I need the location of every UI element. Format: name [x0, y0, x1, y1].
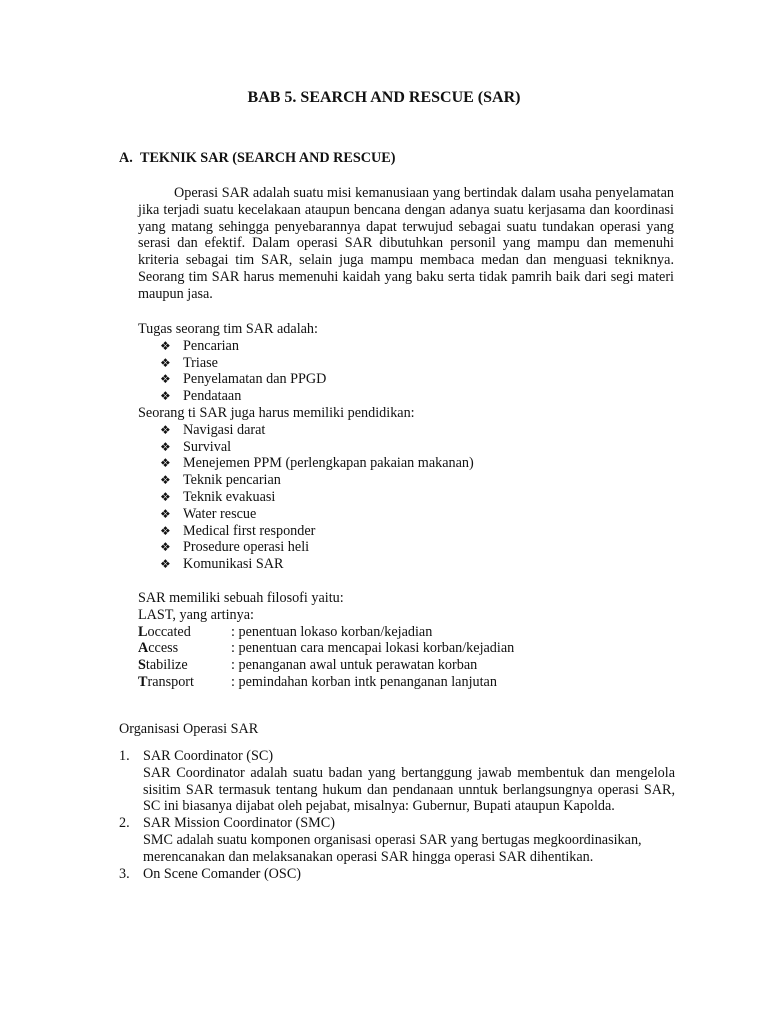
list-item: ❖ Pendataan — [160, 388, 242, 405]
table-row — [138, 640, 514, 657]
list-number: 3. — [119, 865, 130, 882]
list-item: ❖ Navigasi darat — [160, 421, 266, 438]
bullet-diamond-icon: ❖ — [160, 506, 171, 521]
last-meaning: : pemindahan korban intk penanganan lanjutan — [231, 673, 497, 690]
list-item: ❖ Medical first responder — [160, 522, 316, 539]
last-term: Access — [138, 640, 179, 657]
section-letter: A. — [119, 150, 133, 166]
org-item-title: SAR Mission Coordinator (SMC) — [143, 815, 335, 832]
list-item — [119, 866, 675, 883]
list-number: 1. — [119, 748, 130, 764]
list-item: ❖ Prosedure operasi heli — [160, 539, 310, 556]
tasks-block — [138, 321, 678, 573]
intro-paragraph: Operasi SAR adalah suatu misi kemanusiaan yang bertindak dalam usaha penyelamatan jika terjadi suatu kecelakaan ataupun bencana dengan adanya suatu kerjasama dan koordinasi yang matang sehingga penyebarannya dapat terwujud sebagai suatu tundakan operasi yang serasi dan efektif. Dalam operasi SAR dibutuhkan personil yang mampu dan memenuhi kriteria sebagai tim SAR, selain juga mampu membaca medan dan menguasi tekniknya. Seorang tim SAR harus memenuhi kaidah yang baku serta tidak pamrih baik dari segi materi maupun jasa. — [138, 185, 674, 302]
bullet-diamond-icon: ❖ — [160, 439, 171, 454]
list-item: ❖ Water rescue — [160, 505, 257, 522]
last-meaning: : penentuan cara mencapai lokasi korban/kejadian — [231, 640, 515, 657]
org-item-desc: SAR Coordinator adalah suatu badan yang bertanggung jawab membentuk dan mengelola sisitim SAR termasuk tentang hukum dan pendanaan unntuk berlangsungnya operasi SAR, SC ini biasanya dijabat oleh pejabat, misalnya: Gubernur, Bupati ataupun Kapolda. — [143, 764, 675, 815]
list-item: ❖ Teknik evakuasi — [160, 488, 276, 505]
list-item: ❖ Penyelamatan dan PPGD — [160, 371, 327, 388]
last-table — [138, 624, 514, 691]
org-list — [119, 748, 675, 882]
bullet-diamond-icon: ❖ — [160, 422, 171, 437]
last-term: Loccated — [138, 623, 191, 640]
section-heading — [119, 150, 395, 167]
bullet-diamond-icon: ❖ — [160, 473, 171, 488]
org-item-title: SAR Coordinator (SC) — [143, 748, 274, 764]
list-item: ❖ Survival — [160, 438, 232, 455]
bullet-diamond-icon: ❖ — [160, 557, 171, 572]
list-item: ❖ Komunikasi SAR — [160, 556, 284, 573]
bullet-diamond-icon: ❖ — [160, 456, 171, 471]
list-item: ❖ Teknik pencarian — [160, 472, 281, 489]
org-item-title: On Scene Comander (OSC) — [143, 865, 302, 882]
org-heading: Organisasi Operasi SAR — [119, 721, 259, 737]
list-item — [119, 815, 675, 865]
list-item — [119, 748, 675, 815]
last-term: Transport — [138, 673, 194, 690]
philosophy-intro: SAR memiliki sebuah filosofi yaitu: — [138, 590, 344, 606]
last-meaning: : penentuan lokaso korban/kejadian — [231, 623, 433, 640]
last-intro: LAST, yang artinya: — [138, 606, 254, 623]
education-intro: Seorang ti SAR juga harus memiliki pendidikan: — [138, 404, 415, 421]
bullet-diamond-icon: ❖ — [160, 389, 171, 404]
tasks-list — [138, 338, 678, 405]
table-row — [138, 657, 514, 674]
bullet-diamond-icon: ❖ — [160, 338, 171, 353]
bullet-diamond-icon: ❖ — [160, 540, 171, 555]
page-title: BAB 5. SEARCH AND RESCUE (SAR) — [247, 89, 521, 106]
bullet-diamond-icon: ❖ — [160, 489, 171, 504]
bullet-diamond-icon: ❖ — [160, 372, 171, 387]
philosophy-block — [138, 590, 678, 691]
bullet-diamond-icon: ❖ — [160, 355, 171, 370]
bullet-diamond-icon: ❖ — [160, 523, 171, 538]
list-item: ❖ Triase — [160, 354, 218, 371]
education-list — [138, 422, 678, 573]
list-number: 2. — [119, 815, 130, 832]
table-row — [138, 624, 514, 641]
table-row — [138, 674, 514, 691]
org-item-desc: SMC adalah suatu komponen organisasi operasi SAR yang bertugas megkoordinasikan, merencanakan dan melaksanakan operasi SAR hingga operasi SAR dihentikan. — [143, 831, 642, 865]
section-heading-text: TEKNIK SAR (SEARCH AND RESCUE) — [140, 150, 396, 166]
tasks-intro: Tugas seorang tim SAR adalah: — [138, 321, 318, 337]
last-meaning: : penanganan awal untuk perawatan korban — [231, 657, 478, 674]
last-term: Stabilize — [138, 657, 188, 674]
list-item: ❖ Menejemen PPM (perlengkapan pakaian makanan) — [160, 455, 474, 472]
list-item: ❖ Pencarian — [160, 337, 239, 354]
